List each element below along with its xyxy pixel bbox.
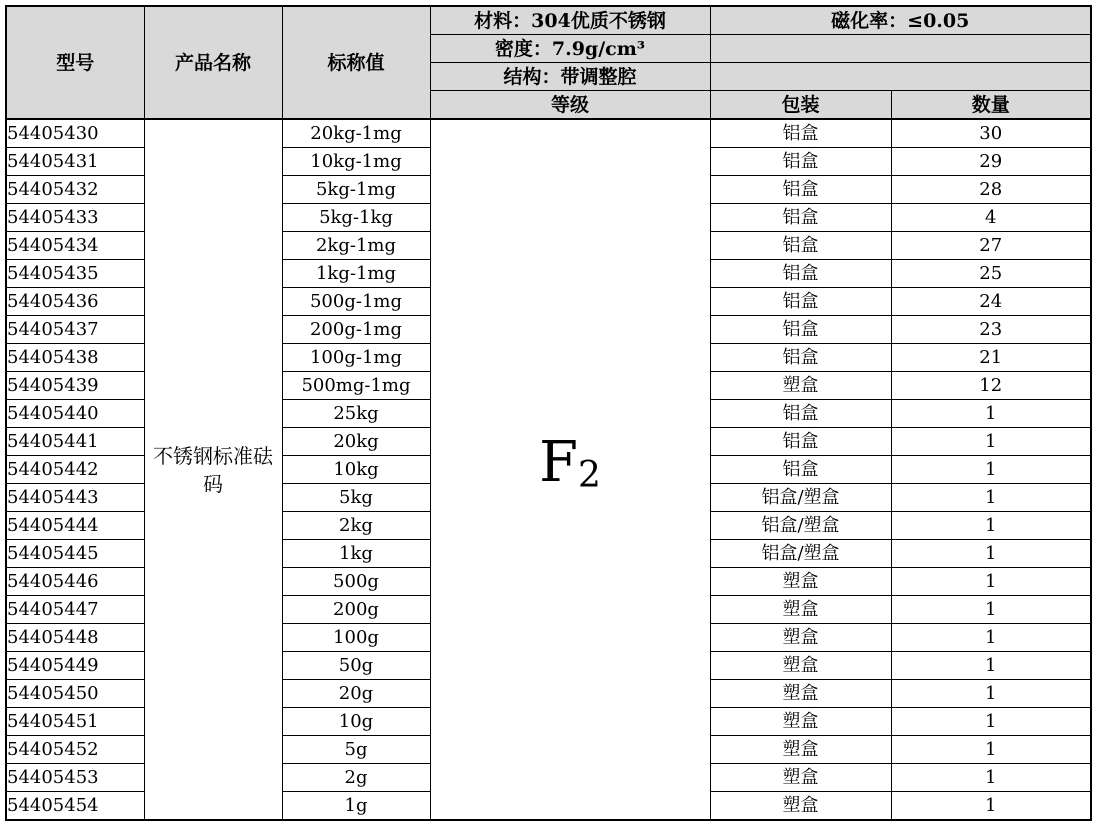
cell-packaging: 铝盒: [710, 260, 891, 288]
cell-quantity: 25: [891, 260, 1091, 288]
cell-quantity: 23: [891, 316, 1091, 344]
cell-quantity: 1: [891, 540, 1091, 568]
cell-model: 54405453: [6, 764, 144, 792]
cell-model: 54405436: [6, 288, 144, 316]
cell-nominal: 2kg: [282, 512, 430, 540]
cell-nominal: 20g: [282, 680, 430, 708]
cell-model: 54405447: [6, 596, 144, 624]
cell-nominal: 20kg-1mg: [282, 119, 430, 148]
grade-subscript: 2: [577, 455, 601, 496]
cell-model: 54405433: [6, 204, 144, 232]
cell-model: 54405441: [6, 428, 144, 456]
cell-model: 54405440: [6, 400, 144, 428]
header-material: 材料：304优质不锈钢: [430, 6, 710, 35]
table-header: [6, 6, 1091, 119]
grade-letter: F: [539, 430, 578, 495]
cell-packaging: 铝盒: [710, 288, 891, 316]
header-packaging: 包装: [710, 91, 891, 120]
cell-model: 54405446: [6, 568, 144, 596]
cell-quantity: 27: [891, 232, 1091, 260]
cell-nominal: 10g: [282, 708, 430, 736]
cell-model: 54405442: [6, 456, 144, 484]
cell-model: 54405448: [6, 624, 144, 652]
cell-quantity: 1: [891, 652, 1091, 680]
header-magnetization: 磁化率：≤0.05: [710, 6, 1091, 35]
header-structure: 结构：带调整腔: [430, 63, 710, 91]
header-model: 型号: [6, 6, 144, 119]
cell-nominal: 500g-1mg: [282, 288, 430, 316]
cell-quantity: 24: [891, 288, 1091, 316]
cell-packaging: 铝盒: [710, 316, 891, 344]
cell-model: 54405439: [6, 372, 144, 400]
cell-packaging: 铝盒: [710, 204, 891, 232]
cell-nominal: 1kg: [282, 540, 430, 568]
cell-nominal: 10kg-1mg: [282, 148, 430, 176]
header-grade: 等级: [430, 91, 710, 120]
cell-model: 54405449: [6, 652, 144, 680]
product-table: [5, 5, 1092, 821]
cell-quantity: 1: [891, 708, 1091, 736]
header-product-name: 产品名称: [144, 6, 282, 119]
cell-quantity: 1: [891, 400, 1091, 428]
cell-nominal: 25kg: [282, 400, 430, 428]
header-density: 密度：7.9g/cm³: [430, 35, 710, 63]
cell-model: 54405444: [6, 512, 144, 540]
cell-packaging: 铝盒: [710, 176, 891, 204]
cell-packaging: 铝盒: [710, 119, 891, 148]
table-row: [6, 119, 1091, 148]
cell-quantity: 1: [891, 484, 1091, 512]
cell-packaging: 铝盒/塑盒: [710, 512, 891, 540]
cell-packaging: 塑盒: [710, 596, 891, 624]
cell-model: 54405431: [6, 148, 144, 176]
cell-packaging: 塑盒: [710, 624, 891, 652]
cell-quantity: 29: [891, 148, 1091, 176]
cell-quantity: 21: [891, 344, 1091, 372]
cell-packaging: 铝盒/塑盒: [710, 540, 891, 568]
cell-packaging: 塑盒: [710, 652, 891, 680]
cell-quantity: 4: [891, 204, 1091, 232]
cell-packaging: 铝盒: [710, 400, 891, 428]
header-quantity: 数量: [891, 91, 1091, 120]
cell-packaging: 塑盒: [710, 680, 891, 708]
cell-model: 54405435: [6, 260, 144, 288]
cell-packaging: 塑盒: [710, 736, 891, 764]
cell-nominal: 10kg: [282, 456, 430, 484]
product-name-text: 不锈钢标准砝码: [153, 443, 273, 496]
cell-nominal: 5kg-1kg: [282, 204, 430, 232]
cell-model: 54405438: [6, 344, 144, 372]
cell-quantity: 1: [891, 680, 1091, 708]
cell-nominal: 500g: [282, 568, 430, 596]
cell-grade: [430, 119, 710, 820]
cell-nominal: 1kg-1mg: [282, 260, 430, 288]
cell-nominal: 500mg-1mg: [282, 372, 430, 400]
cell-model: 54405445: [6, 540, 144, 568]
cell-nominal: 5kg-1mg: [282, 176, 430, 204]
cell-quantity: 1: [891, 736, 1091, 764]
table-body: [6, 119, 1091, 820]
cell-nominal: 100g-1mg: [282, 344, 430, 372]
cell-nominal: 200g: [282, 596, 430, 624]
cell-nominal: 100g: [282, 624, 430, 652]
cell-quantity: 1: [891, 512, 1091, 540]
cell-model: 54405450: [6, 680, 144, 708]
cell-quantity: 1: [891, 456, 1091, 484]
cell-packaging: 塑盒: [710, 372, 891, 400]
cell-quantity: 12: [891, 372, 1091, 400]
cell-model: 54405430: [6, 119, 144, 148]
cell-product-name: [144, 119, 282, 820]
header-empty-1: [710, 35, 1091, 63]
cell-quantity: 1: [891, 764, 1091, 792]
cell-model: 54405452: [6, 736, 144, 764]
cell-packaging: 铝盒: [710, 232, 891, 260]
cell-quantity: 1: [891, 428, 1091, 456]
cell-packaging: 铝盒: [710, 148, 891, 176]
cell-packaging: 铝盒: [710, 456, 891, 484]
cell-packaging: 塑盒: [710, 792, 891, 821]
cell-quantity: 1: [891, 624, 1091, 652]
cell-model: 54405454: [6, 792, 144, 821]
cell-packaging: 塑盒: [710, 568, 891, 596]
cell-packaging: 铝盒: [710, 344, 891, 372]
cell-model: 54405432: [6, 176, 144, 204]
cell-model: 54405443: [6, 484, 144, 512]
cell-quantity: 1: [891, 568, 1091, 596]
cell-nominal: 2g: [282, 764, 430, 792]
cell-packaging: 铝盒/塑盒: [710, 484, 891, 512]
cell-model: 54405451: [6, 708, 144, 736]
cell-quantity: 1: [891, 596, 1091, 624]
header-nominal: 标称值: [282, 6, 430, 119]
cell-nominal: 5kg: [282, 484, 430, 512]
cell-packaging: 铝盒: [710, 428, 891, 456]
cell-model: 54405434: [6, 232, 144, 260]
cell-nominal: 50g: [282, 652, 430, 680]
cell-quantity: 1: [891, 792, 1091, 821]
cell-packaging: 塑盒: [710, 708, 891, 736]
header-empty-2: [710, 63, 1091, 91]
cell-model: 54405437: [6, 316, 144, 344]
cell-nominal: 2kg-1mg: [282, 232, 430, 260]
cell-nominal: 5g: [282, 736, 430, 764]
cell-nominal: 1g: [282, 792, 430, 821]
cell-nominal: 200g-1mg: [282, 316, 430, 344]
cell-packaging: 塑盒: [710, 764, 891, 792]
cell-quantity: 28: [891, 176, 1091, 204]
cell-quantity: 30: [891, 119, 1091, 148]
cell-nominal: 20kg: [282, 428, 430, 456]
